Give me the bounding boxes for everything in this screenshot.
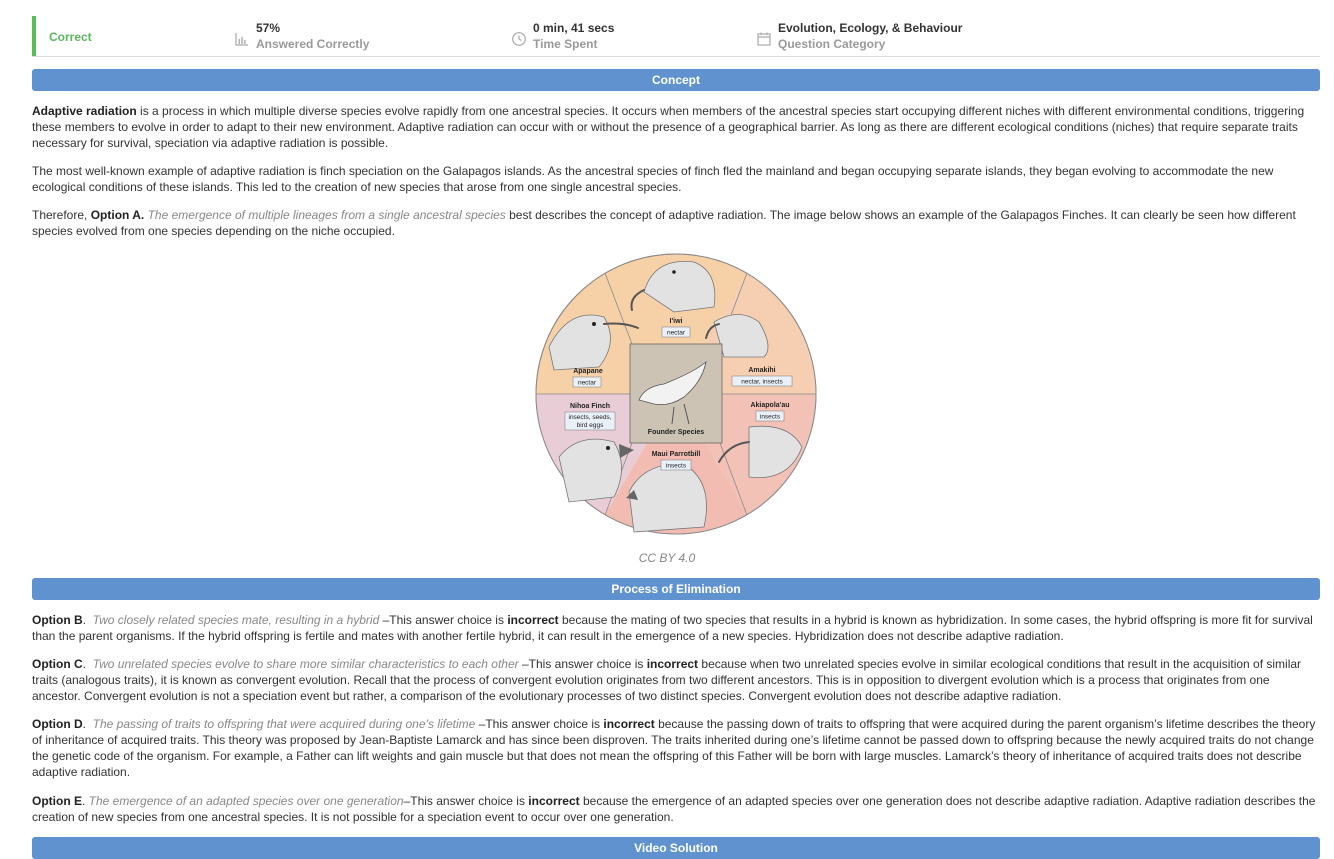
option-e-reason: because the emergence of an adapted species over one generation does not describe adaptive radiation. Adaptive radiation describes the creation of new species from one ancestral species. It is not possible for a speciation event to occur over one generation.: [32, 794, 1316, 824]
concept-paragraph-3-lead: Therefore,: [32, 208, 91, 222]
option-b-reason: because the mating of two species that results in a hybrid is known as hybridization. In some cases, the hybrid offspring is more fit for survival than the parent organisms. If the hybrid offspring is fertile and mates with another fertile hybrid, it can result in the emergence of a new species. Hybridization does not describe adaptive radiation.: [32, 613, 1313, 643]
concept-paragraph-1: [32, 103, 1320, 151]
option-c-label: Option C: [32, 657, 83, 671]
nihoa-finch-name: Nihoa Finch: [569, 403, 611, 410]
video-solution-section-header: Video Solution: [32, 837, 1320, 859]
option-a-text: The emergence of multiple lineages from a single ancestral species: [147, 208, 506, 222]
apapane-name: Apapane: [573, 368, 603, 375]
option-b-prefix: –This answer choice is: [379, 613, 508, 627]
answered-correctly-label: Answered Correctly: [256, 37, 370, 51]
amakihi-diet: nectar, insects: [741, 378, 783, 386]
nihoa-finch-diet-2: bird eggs: [576, 422, 604, 429]
adaptive-radiation-term: Adaptive radiation: [32, 104, 137, 118]
option-e-prefix: –This answer choice is: [403, 794, 529, 808]
result-stats-bar: [32, 16, 1320, 57]
option-a-label: Option A.: [90, 208, 145, 222]
concept-paragraph-3: [32, 207, 1320, 239]
time-spent-value: 0 min, 41 secs: [533, 21, 615, 35]
result-status: Correct: [49, 30, 92, 44]
correct-indicator-bar: [32, 16, 36, 56]
option-c-reason: because when two unrelated species evolve in similar ecological conditions that result in the acquisition of similar traits (analogous traits), it is known as convergent evolution. Recall that the process of convergent evolution originates from two different ancestors. This is in opposition to divergent evolution which is a process that originates from one ancestor. Convergent evolution is not a speciation event but rather, a comparison of the evolutionary processes of two distinct species. Convergent evolution does not describe adaptive radiation.: [32, 657, 1302, 703]
calendar-icon: [756, 31, 772, 47]
concept-paragraph-2: The most well-known example of adaptive radiation is finch speciation on the Galapagos islands. As the ancestral species of finch fled the mainland and began occupying separate islands, they began evolving to accommodate the new ecological conditions of these islands. This led to the creation of new species that arose from one single ancestral species.: [32, 164, 1274, 194]
option-b-label: Option B: [32, 613, 83, 627]
concept-paragraph-1-text: is a process in which multiple diverse species evolve rapidly from one ancestral species. It occurs when members of the ancestral species start occupying different niches with different environmental conditions, triggering these members to evolve in order to adapt to their new environment. Adaptive radiation can occur with or without the presence of a geographical barrier. As long as there are different ecological conditions (niches) that require separate traits necessary for survival, speciation via adaptive radiation is possible.: [32, 104, 1305, 150]
adaptive-radiation-figure: [534, 252, 818, 536]
option-e-text: The emergence of an adapted species over one generation: [88, 794, 404, 808]
apapane-diet: nectar: [577, 379, 597, 387]
nihoa-finch-head-illustration: [559, 439, 622, 502]
parrotbill-diet: insects: [665, 462, 687, 470]
option-b-verdict: incorrect: [507, 613, 559, 627]
option-d-explanation: Option D. The passing of traits to offspring that were acquired during one’s lifetime –This answer choice is incorrect because the passing down of traits to offspring that were acquired during the parent organism’s lifetime describes the theory of inheritance of acquired traits. This theory was proposed by Jean-Baptiste Lamarck and has since been disproven. The traits inherited during one’s lifetime cannot be passed down to offspring because the newly acquired traits do not change the genetic code of the organism. For example, a Father can lift weights and gain muscle but that does not mean the offspring of this Father will be born with large muscles. Lamarck’s theory of inheritance of acquired traits does not describe adaptive radiation.: [32, 717, 1316, 779]
option-c-explanation: Option C. Two unrelated species evolve to share more similar characteristics to each other –This answer choice is incorrect because when two unrelated species evolve in similar ecological conditions that result in the acquisition of similar traits (analogous traits), it is known as convergent evolution. Recall that the process of convergent evolution originates from two different ancestors. This is in opposition to divergent evolution which is a process that originates from one ancestor. Convergent evolution is not a speciation event but rather, a comparison of the evolutionary processes of two distinct species. Convergent evolution does not describe adaptive radiation.: [32, 657, 1302, 703]
akiapolaau-name: Akiapola'au: [750, 402, 790, 409]
option-e-explanation: Option E. The emergence of an adapted species over one generation–This answer choice is incorrect because the emergence of an adapted species over one generation does not describe adaptive radiation. Adaptive radiation describes the creation of new species from one ancestral species. It is not possible for a speciation event to occur over one generation.: [32, 794, 1316, 824]
option-d-text: The passing of traits to offspring that were acquired during one’s lifetime: [92, 717, 476, 731]
amakihi-name: Amakihi: [748, 367, 776, 374]
option-c-text: Two unrelated species evolve to share more similar characteristics to each other: [92, 657, 519, 671]
concept-paragraph-3-text: best describes the concept of adaptive radiation. The image below shows an example of the Galapagos Finches. It can clearly be seen how different species evolved from one species depending on the niche occupied.: [32, 208, 1296, 238]
option-e-label: Option E: [32, 794, 82, 808]
question-category-label: Question Category: [778, 37, 886, 51]
clock-icon: [511, 31, 527, 47]
option-b-explanation: Option B. Two closely related species mate, resulting in a hybrid –This answer choice is incorrect because the mating of two species that results in a hybrid is known as hybridization. In some cases, the hybrid offspring is more fit for survival than the parent organisms. If the hybrid offspring is fertile and mates with another fertile hybrid, it can result in the emergence of a new species. Hybridization does not describe adaptive radiation.: [32, 613, 1313, 643]
figure-caption: CC BY 4.0: [638, 551, 696, 565]
time-spent-label: Time Spent: [533, 37, 598, 51]
answered-correctly-value: 57%: [256, 21, 281, 35]
concept-section-header: Concept: [32, 69, 1320, 91]
option-c-prefix: –This answer choice is: [518, 657, 647, 671]
iiwi-diet: nectar: [666, 329, 686, 337]
option-d-reason: because the passing down of traits to offspring that were acquired during the parent organism’s lifetime describes the theory of inheritance of acquired traits. This theory was proposed by Jean-Baptiste Lamarck and has since been disproven. The traits inherited during one’s lifetime cannot be passed down to offspring because the newly acquired traits do not change the genetic code of the organism. For example, a Father can lift weights and gain muscle but that does not mean the offspring of this Father will be born with large muscles. Lamarck’s theory of inheritance of acquired traits does not describe adaptive radiation.: [32, 717, 1316, 779]
option-d-prefix: –This answer choice is: [475, 717, 604, 731]
option-c-verdict: incorrect: [646, 657, 699, 671]
iiwi-name: I'iwi: [669, 318, 683, 325]
akiapolaau-diet: insects: [759, 413, 781, 421]
elimination-section-header: Process of Elimination: [32, 578, 1320, 600]
question-category-value: Evolution, Ecology, & Behaviour: [778, 21, 963, 35]
parrotbill-name: Maui Parrotbill: [651, 451, 701, 458]
option-b-text: Two closely related species mate, resulting in a hybrid: [92, 613, 380, 627]
founder-species-label: Founder Species: [647, 429, 705, 436]
bar-chart-icon: [234, 31, 250, 47]
option-d-label: Option D: [32, 717, 83, 731]
option-d-verdict: incorrect: [603, 717, 655, 731]
nihoa-finch-diet-1: insects, seeds,: [568, 414, 612, 421]
option-e-verdict: incorrect: [528, 794, 580, 808]
